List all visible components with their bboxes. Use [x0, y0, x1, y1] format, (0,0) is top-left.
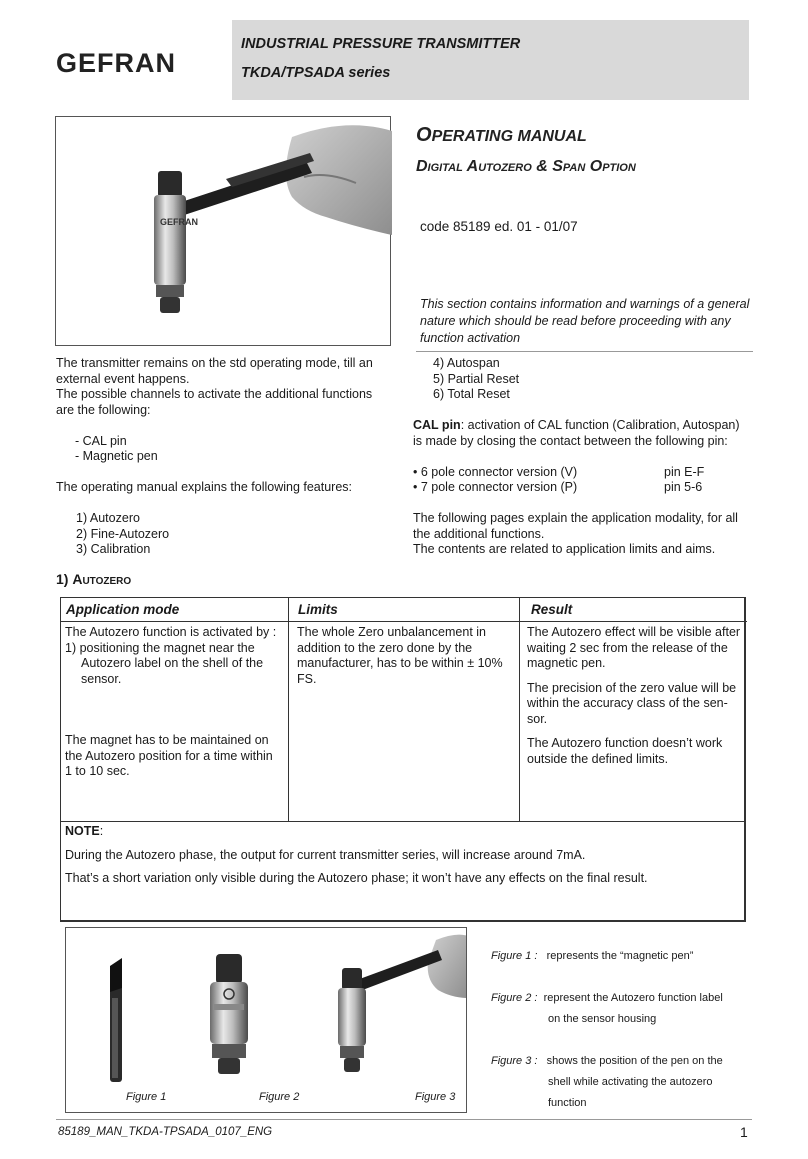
sensor-label-text: GEFRAN — [160, 217, 198, 227]
page-number: 1 — [740, 1124, 748, 1140]
right-column — [413, 356, 749, 558]
feature-list — [413, 356, 749, 403]
figure-3-caption: Figure 3 — [415, 1091, 456, 1103]
list-item: 5) Partial Reset — [433, 371, 520, 386]
list-item: • 6 pole connector version (V) pin E-F — [413, 464, 705, 479]
header-limits: Limits — [298, 602, 338, 617]
table-note — [65, 824, 741, 887]
figure-3-description: Figure 3 : shows the position of the pen on the shell while activating the autozero function — [491, 1055, 723, 1109]
cal-pin-paragraph: CAL pin: activation of CAL function (Calibration, Autospan) is made by closing the contact between the following pin: — [413, 418, 740, 448]
figures-panel — [65, 927, 467, 1113]
row-divider — [61, 821, 745, 822]
header-series: TKDA/TPSADA series — [241, 65, 391, 81]
cell-text: The magnet has to be maintained on the Autozero position for a time within 1 to 10 sec. — [65, 733, 273, 778]
hero-photo — [55, 116, 391, 346]
autozero-table — [60, 597, 746, 922]
note-heading: NOTE: — [65, 824, 104, 838]
cell-text: 1) positioning the magnet near the Autozero label on the shell of the sensor. — [65, 640, 264, 686]
cell-text: The Autozero function doesn’t work outside the defined limits. — [527, 736, 723, 766]
list-item: - Magnetic pen — [75, 449, 158, 463]
list-item: 6) Total Reset — [433, 387, 510, 401]
column-divider — [519, 598, 520, 822]
paragraph: The contents are related to application limits and aims. — [413, 542, 716, 556]
section-heading-autozero: 1) Autozero — [56, 571, 132, 587]
figure-2-description: Figure 2 : represent the Autozero function label on the sensor housing — [491, 992, 723, 1025]
list-item: • 7 pole connector version (P) pin 5-6 — [413, 480, 703, 494]
figure-1-description: Figure 1 : represents the “magnetic pen” — [491, 950, 694, 962]
channel-list — [56, 434, 386, 465]
header-banner — [232, 20, 749, 100]
note-line: During the Autozero phase, the output for current transmitter series, will increase around 7mA. — [65, 847, 586, 862]
list-item: 1) Autozero — [76, 511, 140, 525]
connector-list — [413, 465, 749, 496]
document-code: code 85189 ed. 01 - 01/07 — [420, 219, 578, 234]
cell-result — [527, 625, 743, 767]
feature-list — [56, 511, 386, 558]
figure-2-caption: Figure 2 — [259, 1091, 300, 1103]
paragraph: The transmitter remains on the std operating mode, till an external event happens. — [56, 356, 373, 386]
footer-document-id: 85189_MAN_TKDA-TPSADA_0107_ENG — [58, 1126, 273, 1138]
gefran-logo: GEFRAN — [56, 48, 176, 78]
page-subtitle: Digital Autozero & Span Option — [416, 158, 636, 175]
list-item: - CAL pin — [75, 433, 127, 448]
page-title: OPERATING MANUAL — [416, 124, 587, 146]
cell-limits: The whole Zero unbalancement in addition to the zero done by the manufacturer, has to be within ± 10% FS. — [297, 625, 503, 686]
left-column — [56, 356, 386, 558]
note-line: That’s a short variation only visible during the Autozero phase; it won’t have any effects on the final result. — [65, 871, 648, 885]
list-item: 3) Calibration — [76, 542, 151, 556]
figures-illustration — [66, 928, 466, 1088]
column-divider — [288, 598, 289, 822]
divider — [416, 351, 753, 352]
figure-1-caption: Figure 1 — [126, 1091, 167, 1103]
list-item: 4) Autospan — [433, 356, 500, 370]
intro-warning: This section contains information and warnings of a general nature which should be read before proceeding with any function activation — [420, 297, 750, 345]
sensor-with-pen-illustration — [56, 117, 392, 347]
cell-text: The Autozero effect will be visible after waiting 2 sec from the release of the magnetic pen. — [527, 625, 741, 670]
cell-text: The precision of the zero value will be within the accuracy class of the sen-sor. — [527, 680, 737, 726]
paragraph: The following pages explain the application modality, for all the additional functions. — [413, 511, 738, 541]
paragraph: The operating manual explains the following features: — [56, 480, 353, 494]
cell-text: The Autozero function is activated by : — [65, 625, 277, 639]
header-result: Result — [531, 602, 573, 617]
header-product-line: INDUSTRIAL PRESSURE TRANSMITTER — [241, 36, 521, 52]
paragraph: The possible channels to activate the additional functions are the following: — [56, 387, 373, 417]
list-item: 2) Fine-Autozero — [76, 526, 170, 541]
cell-application-mode — [65, 625, 283, 780]
footer-divider — [56, 1119, 752, 1120]
header-application-mode: Application mode — [66, 602, 180, 617]
